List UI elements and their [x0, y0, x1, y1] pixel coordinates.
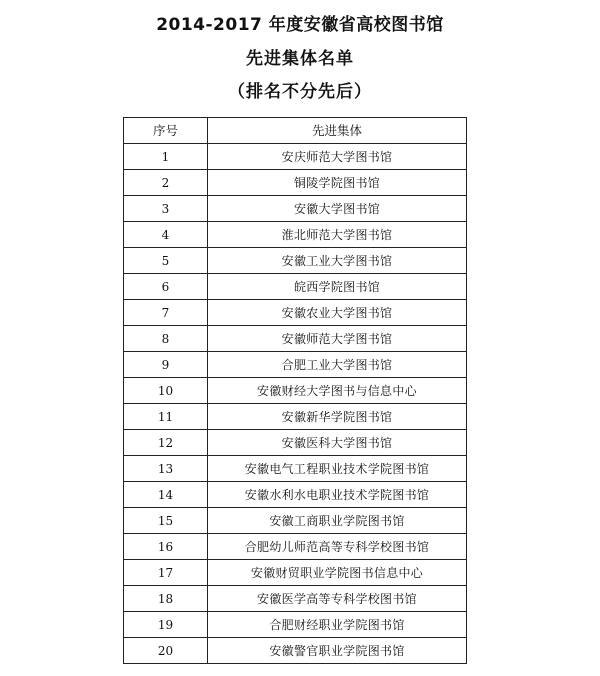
table-row — [124, 248, 467, 274]
row-number: 17 — [124, 560, 208, 586]
collective-name: 安徽师范大学图书馆 — [208, 326, 467, 352]
table-row — [124, 378, 467, 404]
collective-name: 合肥财经职业学院图书馆 — [208, 612, 467, 638]
table-row — [124, 404, 467, 430]
row-number: 5 — [124, 248, 208, 274]
table-row — [124, 352, 467, 378]
collective-name: 安徽财贸职业学院图书信息中心 — [208, 560, 467, 586]
table-row — [124, 326, 467, 352]
collective-name: 合肥幼儿师范高等专科学校图书馆 — [208, 534, 467, 560]
row-number: 18 — [124, 586, 208, 612]
document-subtitle: 先进集体名单 — [246, 49, 354, 69]
table-row — [124, 196, 467, 222]
collective-name: 安徽工业大学图书馆 — [208, 248, 467, 274]
table-row — [124, 430, 467, 456]
table-row — [124, 222, 467, 248]
column-header-number: 序号 — [124, 118, 208, 144]
table-row — [124, 638, 467, 664]
row-number: 8 — [124, 326, 208, 352]
ranking-note: （排名不分先后） — [228, 82, 372, 102]
collective-name: 安庆师范大学图书馆 — [208, 144, 467, 170]
table-row — [124, 300, 467, 326]
table-header-row — [124, 118, 467, 144]
row-number: 4 — [124, 222, 208, 248]
collective-name: 安徽财经大学图书与信息中心 — [208, 378, 467, 404]
table-row — [124, 482, 467, 508]
table-row — [124, 508, 467, 534]
collective-name: 淮北师范大学图书馆 — [208, 222, 467, 248]
table-row — [124, 170, 467, 196]
collective-name: 安徽大学图书馆 — [208, 196, 467, 222]
collective-name: 安徽农业大学图书馆 — [208, 300, 467, 326]
collective-name: 安徽电气工程职业技术学院图书馆 — [208, 456, 467, 482]
row-number: 20 — [124, 638, 208, 664]
row-number: 15 — [124, 508, 208, 534]
row-number: 1 — [124, 144, 208, 170]
row-number: 3 — [124, 196, 208, 222]
table-row — [124, 534, 467, 560]
row-number: 9 — [124, 352, 208, 378]
document-title: 2014-2017 年度安徽省高校图书馆 — [156, 15, 444, 35]
collective-name: 安徽工商职业学院图书馆 — [208, 508, 467, 534]
row-number: 16 — [124, 534, 208, 560]
row-number: 10 — [124, 378, 208, 404]
row-number: 11 — [124, 404, 208, 430]
row-number: 13 — [124, 456, 208, 482]
advanced-collectives-table — [123, 117, 467, 664]
row-number: 14 — [124, 482, 208, 508]
collective-name: 合肥工业大学图书馆 — [208, 352, 467, 378]
collective-name: 铜陵学院图书馆 — [208, 170, 467, 196]
column-header-collective: 先进集体 — [208, 118, 467, 144]
collective-name: 安徽医科大学图书馆 — [208, 430, 467, 456]
table-row — [124, 586, 467, 612]
row-number: 19 — [124, 612, 208, 638]
row-number: 12 — [124, 430, 208, 456]
table-row — [124, 274, 467, 300]
table-row — [124, 560, 467, 586]
collective-name: 安徽水利水电职业技术学院图书馆 — [208, 482, 467, 508]
row-number: 6 — [124, 274, 208, 300]
row-number: 7 — [124, 300, 208, 326]
table-row — [124, 456, 467, 482]
collective-name: 安徽警官职业学院图书馆 — [208, 638, 467, 664]
table-row — [124, 612, 467, 638]
collective-name: 安徽医学高等专科学校图书馆 — [208, 586, 467, 612]
collective-name: 皖西学院图书馆 — [208, 274, 467, 300]
table-row — [124, 144, 467, 170]
row-number: 2 — [124, 170, 208, 196]
collective-name: 安徽新华学院图书馆 — [208, 404, 467, 430]
